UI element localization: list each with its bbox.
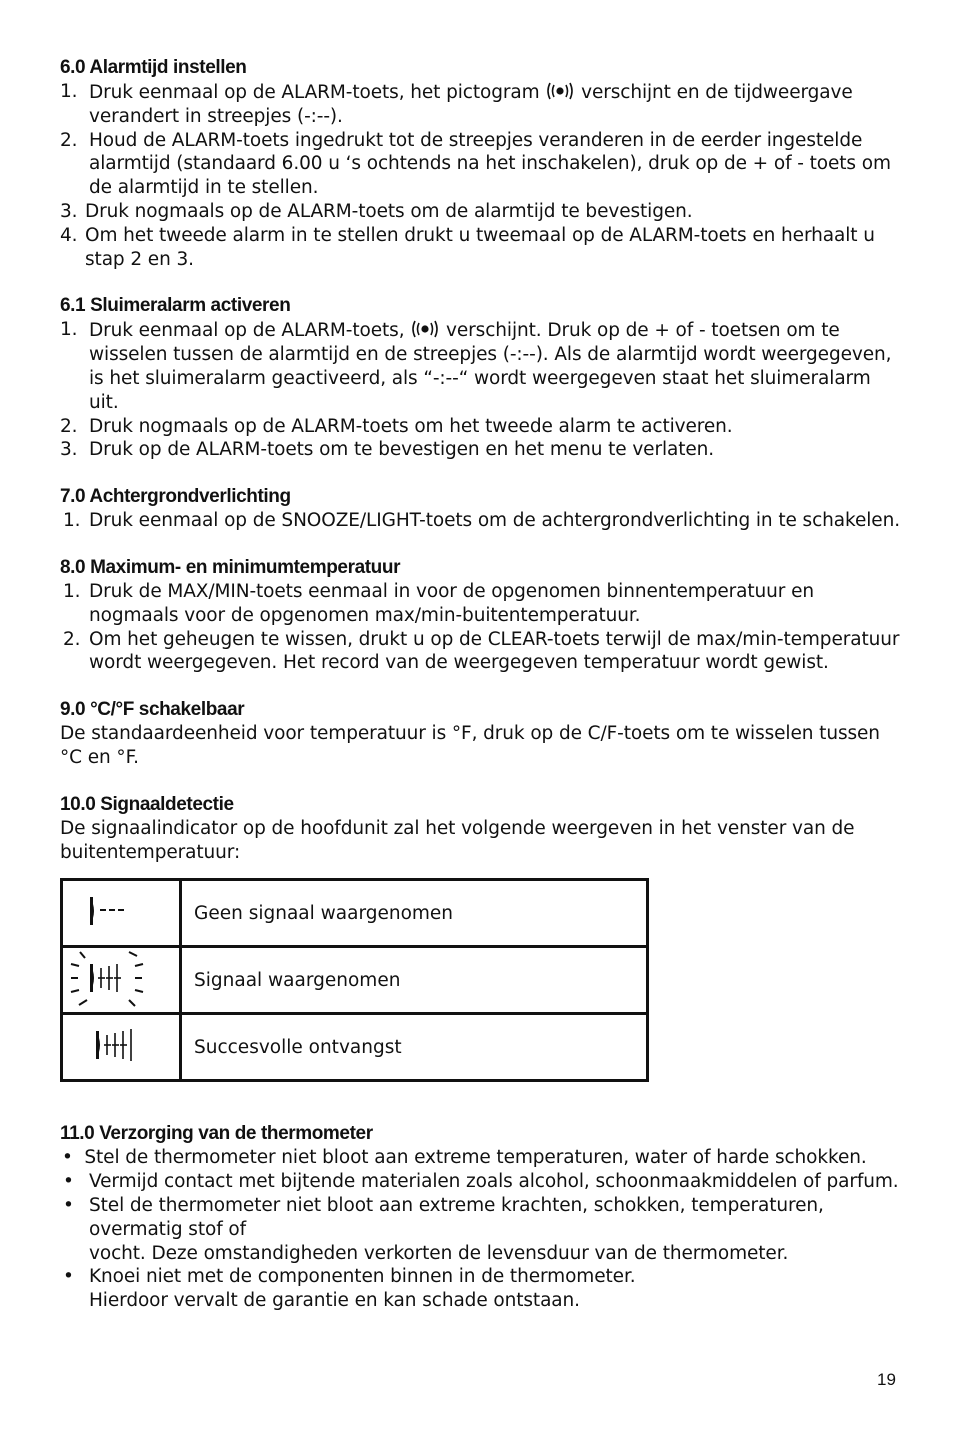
section-title-6-0: 6.0 Alarmtijd instellen [60,57,247,78]
list-item: 2. Om het geheugen te wissen, drukt u op de CLEAR-toets terwijl de max/min-temperatuur wordt weergegeven. Het record van de weergegeven temperatuur wordt gewist. [63,628,900,674]
signal-received-icon [63,1015,179,1075]
document-page [60,56,900,1313]
list-item: 4. Om het tweede alarm in te stellen drukt u tweemaal op de ALARM-toets en herhaalt u stap 2 en 3. [60,224,875,270]
table-cell-label: Succesvolle ontvangst [181,1014,648,1081]
bullet-item: • Stel de thermometer niet bloot aan extreme temperaturen, water of harde schokken. [62,1147,867,1169]
bullet-item: • Knoei niet met de componenten binnen in de thermometer. Hierdoor vervalt de garantie en kan schade ontstaan. [63,1266,636,1312]
section-title-6-1: 6.1 Sluimeralarm activeren [60,295,291,317]
list-item: 1. Druk eenmaal op de SNOOZE/LIGHT-toets om de achtergrondverlichting in te schakelen. [63,510,900,532]
section-title-7-0: 7.0 Achtergrondverlichting [60,486,291,508]
list-item: 2. Houd de ALARM-toets ingedrukt tot de streepjes veranderen in de eerder ingestelde alarmtijd (standaard 6.00 u ‘s ochtends na het inschakelen), druk op de + of - toets om de alarmtijd in te stellen. [60,129,891,199]
page-number: 19 [877,1370,896,1389]
bullet-icon: • [63,1171,74,1193]
section-title-9-0: 9.0 °C/°F schakelbaar [60,699,245,721]
list-item: 2. Druk nogmaals op de ALARM-toets om het tweede alarm te activeren. [60,415,733,437]
table-cell-icon [62,880,181,947]
bullet-icon: • [63,1266,74,1288]
paragraph: De signaalindicator op de hoofdunit zal het volgende weergeven in het venster van de buitentemperatuur: [60,817,855,863]
bullet-item: • Vermijd contact met bijtende materialen zoals alcohol, schoonmaakmiddelen of parfum. [63,1171,899,1193]
no-signal-icon [63,881,179,941]
table-cell-label: Signaal waargenomen [181,947,648,1014]
table-row [62,947,648,1014]
bullet-icon: • [63,1194,74,1216]
table-cell-icon [62,947,181,1014]
alarm-bell-icon [410,318,440,340]
table-cell-label: Geen signaal waargenomen [181,880,648,947]
section-title-8-0: 8.0 Maximum- en minimumtemperatuur [60,556,401,578]
list-item: 3. Druk nogmaals op de ALARM-toets om de alarmtijd te bevestigen. [60,200,693,222]
table-cell-icon [62,1014,181,1081]
signal-detected-icon [63,948,179,1008]
table-row [62,880,648,947]
section-title-11-0: 11.0 Verzorging van de thermometer [60,1123,373,1145]
section-title-10-0: 10.0 Signaaldetectie [60,793,234,815]
alarm-bell-icon [545,80,575,102]
list-item: 1. Druk de MAX/MIN-toets eenmaal in voor de opgenomen binnentemperatuur en nogmaals voor de opgenomen max/min-buitentemperatuur. [63,580,814,626]
list-item: 3. Druk op de ALARM-toets om te bevestigen en het menu te verlaten. [60,439,715,461]
signal-table [60,878,649,1082]
bullet-icon: • [62,1147,73,1169]
list-item: 1. Druk eenmaal op de ALARM-toets, verschijnt. Druk op de + of - toetsen om te wisselen tussen de alarmtijd en de streepjes (-:--). Als de alarmtijd wordt weergegeven, is het sluimeralarm geactiveerd, als “-:--“ wordt weergegeven staat het sluimeralarm uit. [60,319,892,413]
paragraph: De standaardeenheid voor temperatuur is °F, druk op de C/F-toets om te wisselen tussen °C en °F. [60,723,880,768]
bullet-item: • Stel de thermometer niet bloot aan extreme krachten, schokken, temperaturen, overmatig stof of vocht. Deze omstandigheden verkorten de levensduur van de thermometer. [63,1194,824,1264]
list-item: 1. Druk eenmaal op de ALARM-toets, het pictogram verschijnt en de tijdweergave verandert in streepjes (-:--). [60,81,853,127]
table-row [62,1014,648,1081]
